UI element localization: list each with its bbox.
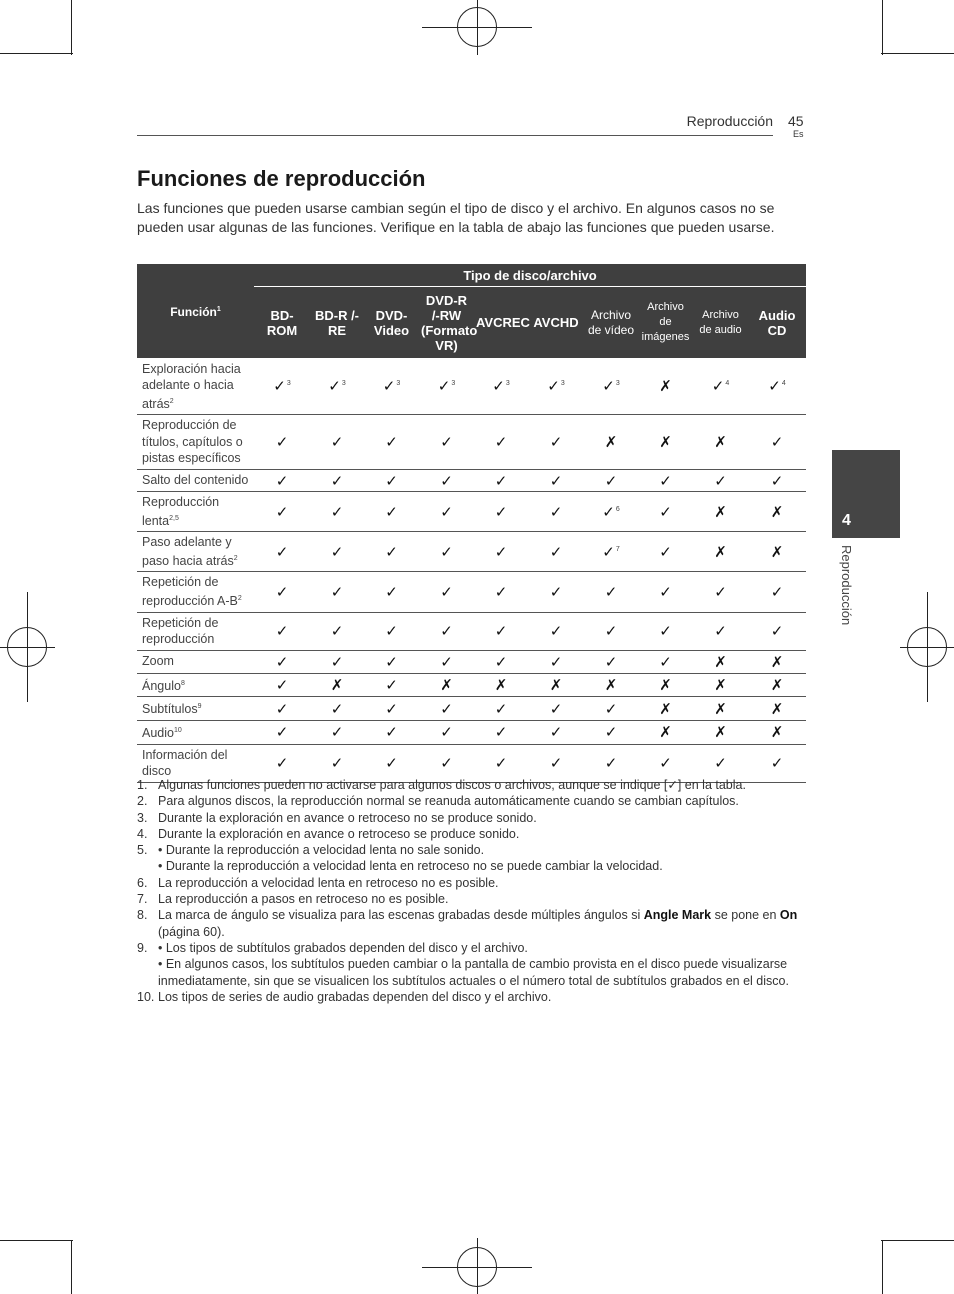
cross-mark-icon: ✗ — [638, 697, 693, 721]
cross-mark-icon: ✗ — [584, 673, 638, 697]
check-mark-icon: ✓ — [254, 697, 310, 721]
col-header: Archivo de audio — [693, 287, 748, 359]
cross-mark-icon: ✗ — [748, 650, 806, 673]
check-mark-icon: ✓ — [254, 470, 310, 492]
check-mark-icon: ✓ — [638, 532, 693, 572]
function-name: Repetición de reproducción — [137, 612, 254, 650]
function-name: Reproducción de títulos, capítulos o pistas específicos — [137, 415, 254, 470]
table-row — [137, 572, 806, 612]
check-mark-icon: ✓ — [310, 470, 364, 492]
check-mark-icon: ✓ — [419, 572, 474, 612]
cross-mark-icon: ✗ — [748, 492, 806, 532]
check-mark-icon: ✓ — [364, 673, 419, 697]
cross-mark-icon: ✗ — [693, 650, 748, 673]
check-mark-icon: ✓ — [584, 650, 638, 673]
check-mark-icon: ✓ — [364, 697, 419, 721]
check-mark-icon: ✓$^7$ — [584, 532, 638, 572]
table-row — [137, 358, 806, 415]
table-row — [137, 532, 806, 572]
check-mark-icon: ✓ — [419, 744, 474, 782]
header-rule — [137, 135, 773, 136]
check-mark-icon: ✓ — [419, 470, 474, 492]
check-mark-icon: ✓ — [419, 492, 474, 532]
check-mark-icon: ✓ — [638, 492, 693, 532]
check-mark-icon: ✓ — [254, 415, 310, 470]
check-mark-icon: ✓ — [310, 697, 364, 721]
col-header: BD-R /-RE — [310, 287, 364, 359]
col-header: DVD-Video — [364, 287, 419, 359]
footnote: • Durante la reproducción a velocidad lenta en retroceso no se puede cambiar la velocidad. — [158, 859, 663, 874]
check-mark-icon: ✓ — [528, 650, 584, 673]
check-mark-icon: ✓ — [748, 572, 806, 612]
check-mark-icon: ✓ — [474, 572, 528, 612]
col-header: Archivo de imágenes — [638, 287, 693, 359]
check-mark-icon: ✓ — [584, 697, 638, 721]
check-mark-icon: ✓ — [528, 697, 584, 721]
check-mark-icon: ✓ — [474, 470, 528, 492]
function-name: Audio$^{10}$ — [137, 720, 254, 744]
cross-mark-icon: ✗ — [748, 720, 806, 744]
check-mark-icon: ✓ — [474, 720, 528, 744]
check-mark-icon: ✓ — [254, 720, 310, 744]
footnote: 3. Durante la exploración en avance o retroceso no se produce sonido. — [137, 810, 537, 825]
check-mark-icon: ✓ — [693, 572, 748, 612]
check-mark-icon: ✓ — [584, 572, 638, 612]
chapter-label: Reproducción — [839, 545, 854, 626]
footnote: 4. Durante la exploración en avance o retroceso se produce sonido. — [137, 826, 520, 841]
check-mark-icon: ✓$^3$ — [254, 358, 310, 415]
check-mark-icon: ✓$^3$ — [364, 358, 419, 415]
check-mark-icon: ✓ — [638, 470, 693, 492]
disc-type-header: Tipo de disco/archivo — [254, 264, 806, 287]
page-number: 45 — [788, 113, 804, 129]
function-name: Subtítulos$^9$ — [137, 697, 254, 721]
footnote: 9. • Los tipos de subtítulos grabados dependen del disco y el archivo. — [137, 940, 528, 955]
cross-mark-icon: ✗ — [748, 697, 806, 721]
function-name: Ángulo$^8$ — [137, 673, 254, 697]
check-mark-icon: ✓ — [693, 612, 748, 650]
check-mark-icon: ✓$^3$ — [474, 358, 528, 415]
check-mark-icon: ✓ — [310, 492, 364, 532]
cross-mark-icon: ✗ — [693, 697, 748, 721]
check-mark-icon: ✓ — [474, 650, 528, 673]
check-mark-icon: ✓ — [528, 720, 584, 744]
check-mark-icon: ✓ — [419, 650, 474, 673]
check-mark-icon: ✓ — [528, 612, 584, 650]
function-name: Reproducción lenta$^{2,5}$ — [137, 492, 254, 532]
table-row — [137, 697, 806, 721]
check-mark-icon: ✓ — [474, 612, 528, 650]
function-header: Función$^1$ — [137, 264, 254, 358]
check-mark-icon: ✓$^3$ — [310, 358, 364, 415]
check-mark-icon: ✓ — [638, 650, 693, 673]
check-mark-icon: ✓ — [638, 612, 693, 650]
check-mark-icon: ✓ — [364, 415, 419, 470]
check-mark-icon: ✓ — [310, 650, 364, 673]
cross-mark-icon: ✗ — [748, 532, 806, 572]
table-row — [137, 470, 806, 492]
check-mark-icon: ✓ — [364, 572, 419, 612]
col-header: AVCREC — [474, 287, 528, 359]
function-name: Exploración hacia adelante o hacia atrás$^2$ — [137, 358, 254, 415]
page-language: Es — [793, 129, 804, 139]
table-row — [137, 492, 806, 532]
cross-mark-icon: ✗ — [638, 358, 693, 415]
col-header: DVD-R /-RW (Formato VR) — [419, 287, 474, 359]
check-mark-icon: ✓ — [528, 492, 584, 532]
functions-table — [137, 264, 806, 783]
check-mark-icon: ✓ — [474, 492, 528, 532]
check-mark-icon: ✓$^6$ — [584, 492, 638, 532]
function-name: Zoom — [137, 650, 254, 673]
function-name: Salto del contenido — [137, 470, 254, 492]
cross-mark-icon: ✗ — [638, 415, 693, 470]
check-mark-icon: ✓ — [748, 470, 806, 492]
cross-mark-icon: ✗ — [693, 492, 748, 532]
check-mark-icon: ✓ — [310, 532, 364, 572]
cross-mark-icon: ✗ — [474, 673, 528, 697]
col-header: Archivo de vídeo — [584, 287, 638, 359]
footnote: 10. Los tipos de series de audio grabadas dependen del disco y el archivo. — [137, 989, 552, 1004]
check-mark-icon: ✓ — [474, 697, 528, 721]
check-mark-icon: ✓ — [638, 572, 693, 612]
footnote: 6. La reproducción a velocidad lenta en retroceso no es posible. — [137, 875, 499, 890]
chapter-number: 4 — [842, 512, 851, 529]
footnotes — [137, 777, 809, 1005]
cross-mark-icon: ✗ — [528, 673, 584, 697]
check-mark-icon: ✓ — [748, 612, 806, 650]
col-header: Audio CD — [748, 287, 806, 359]
footnote: 1. Algunas funciones pueden no activarse para algunos discos o archivos, aunque se indique [✓] en la tabla. — [137, 778, 746, 792]
cross-mark-icon: ✗ — [748, 673, 806, 697]
check-mark-icon: ✓ — [254, 612, 310, 650]
check-mark-icon: ✓$^3$ — [419, 358, 474, 415]
check-mark-icon: ✓ — [528, 532, 584, 572]
check-mark-icon: ✓ — [419, 697, 474, 721]
cross-mark-icon: ✗ — [693, 720, 748, 744]
check-mark-icon: ✓ — [364, 650, 419, 673]
cross-mark-icon: ✗ — [693, 673, 748, 697]
footnote: • En algunos casos, los subtítulos pueden cambiar o la pantalla de cambio provista en el disco puede visualizarse inmediatamente, sin que se visualicen los subtítulos actuales o el número total de subtítulos grabados en el disco. — [158, 957, 789, 988]
check-mark-icon: ✓ — [310, 744, 364, 782]
table-row — [137, 673, 806, 697]
page-title: Funciones de reproducción — [137, 166, 426, 191]
check-mark-icon: ✓$^4$ — [693, 358, 748, 415]
check-mark-icon: ✓ — [254, 744, 310, 782]
check-mark-icon: ✓ — [419, 415, 474, 470]
check-mark-icon: ✓ — [254, 572, 310, 612]
cross-mark-icon: ✗ — [693, 415, 748, 470]
check-mark-icon: ✓ — [364, 612, 419, 650]
function-name: Información del disco — [137, 744, 254, 782]
check-mark-icon: ✓ — [419, 612, 474, 650]
cross-mark-icon: ✗ — [638, 673, 693, 697]
footnote: 7. La reproducción a pasos en retroceso no es posible. — [137, 892, 449, 907]
check-mark-icon: ✓ — [254, 532, 310, 572]
check-mark-icon: ✓ — [474, 415, 528, 470]
check-mark-icon: ✓ — [364, 492, 419, 532]
table-row — [137, 720, 806, 744]
table-row — [137, 415, 806, 470]
function-name: Repetición de reproducción $A-B^2$ — [137, 572, 254, 612]
cross-mark-icon: ✗ — [638, 720, 693, 744]
footnote: 2. Para algunos discos, la reproducción normal se reanuda automáticamente cuando se cambian capítulos. — [137, 794, 739, 809]
check-mark-icon: ✓ — [584, 720, 638, 744]
check-mark-icon: ✓ — [364, 470, 419, 492]
check-mark-icon: ✓ — [638, 744, 693, 782]
check-mark-icon: ✓ — [254, 673, 310, 697]
table-row — [137, 650, 806, 673]
cross-mark-icon: ✗ — [310, 673, 364, 697]
check-mark-icon: ✓ — [364, 720, 419, 744]
check-mark-icon: ✓ — [528, 572, 584, 612]
check-mark-icon: ✓ — [310, 572, 364, 612]
check-mark-icon: ✓$^3$ — [584, 358, 638, 415]
check-mark-icon: ✓$^3$ — [528, 358, 584, 415]
check-mark-icon: ✓ — [364, 744, 419, 782]
check-mark-icon: ✓ — [748, 744, 806, 782]
check-mark-icon: ✓ — [254, 492, 310, 532]
check-mark-icon: ✓ — [528, 470, 584, 492]
check-mark-icon: ✓ — [474, 744, 528, 782]
table-row — [137, 612, 806, 650]
check-mark-icon: ✓ — [584, 744, 638, 782]
check-mark-icon: ✓ — [474, 532, 528, 572]
check-mark-icon: ✓ — [364, 532, 419, 572]
col-header: BD-ROM — [254, 287, 310, 359]
check-mark-icon: ✓ — [310, 720, 364, 744]
check-mark-icon: ✓ — [584, 612, 638, 650]
check-mark-icon: ✓ — [584, 470, 638, 492]
col-header: AVCHD — [528, 287, 584, 359]
check-mark-icon: ✓ — [419, 532, 474, 572]
footnote: 8. La marca de ángulo se visualiza para las escenas grabadas desde múltiples ángulos si Angle Mark se pone en On (página 60). — [137, 908, 798, 939]
check-mark-icon: ✓ — [528, 415, 584, 470]
check-mark-icon: ✓ — [254, 650, 310, 673]
cross-mark-icon: ✗ — [419, 673, 474, 697]
function-name: Paso adelante y paso hacia atrás$^2$ — [137, 532, 254, 572]
check-mark-icon: ✓ — [693, 744, 748, 782]
footnote: 5. • Durante la reproducción a velocidad lenta no sale sonido. — [137, 843, 485, 858]
check-mark-icon: ✓ — [310, 415, 364, 470]
intro-paragraph: Las funciones que pueden usarse cambian según el tipo de disco y el archivo. En algunos casos no se pueden usar algunas de las funciones. Verifique en la tabla de abajo las funciones que pueden usarse. — [137, 200, 775, 235]
cross-mark-icon: ✗ — [584, 415, 638, 470]
check-mark-icon: ✓ — [693, 470, 748, 492]
check-mark-icon: ✓ — [310, 612, 364, 650]
check-mark-icon: ✓ — [528, 744, 584, 782]
check-mark-icon: ✓$^4$ — [748, 358, 806, 415]
check-mark-icon: ✓ — [419, 720, 474, 744]
cross-mark-icon: ✗ — [693, 532, 748, 572]
header-section: Reproducción — [686, 113, 773, 129]
check-mark-icon: ✓ — [748, 415, 806, 470]
functions-table-body — [137, 358, 806, 782]
